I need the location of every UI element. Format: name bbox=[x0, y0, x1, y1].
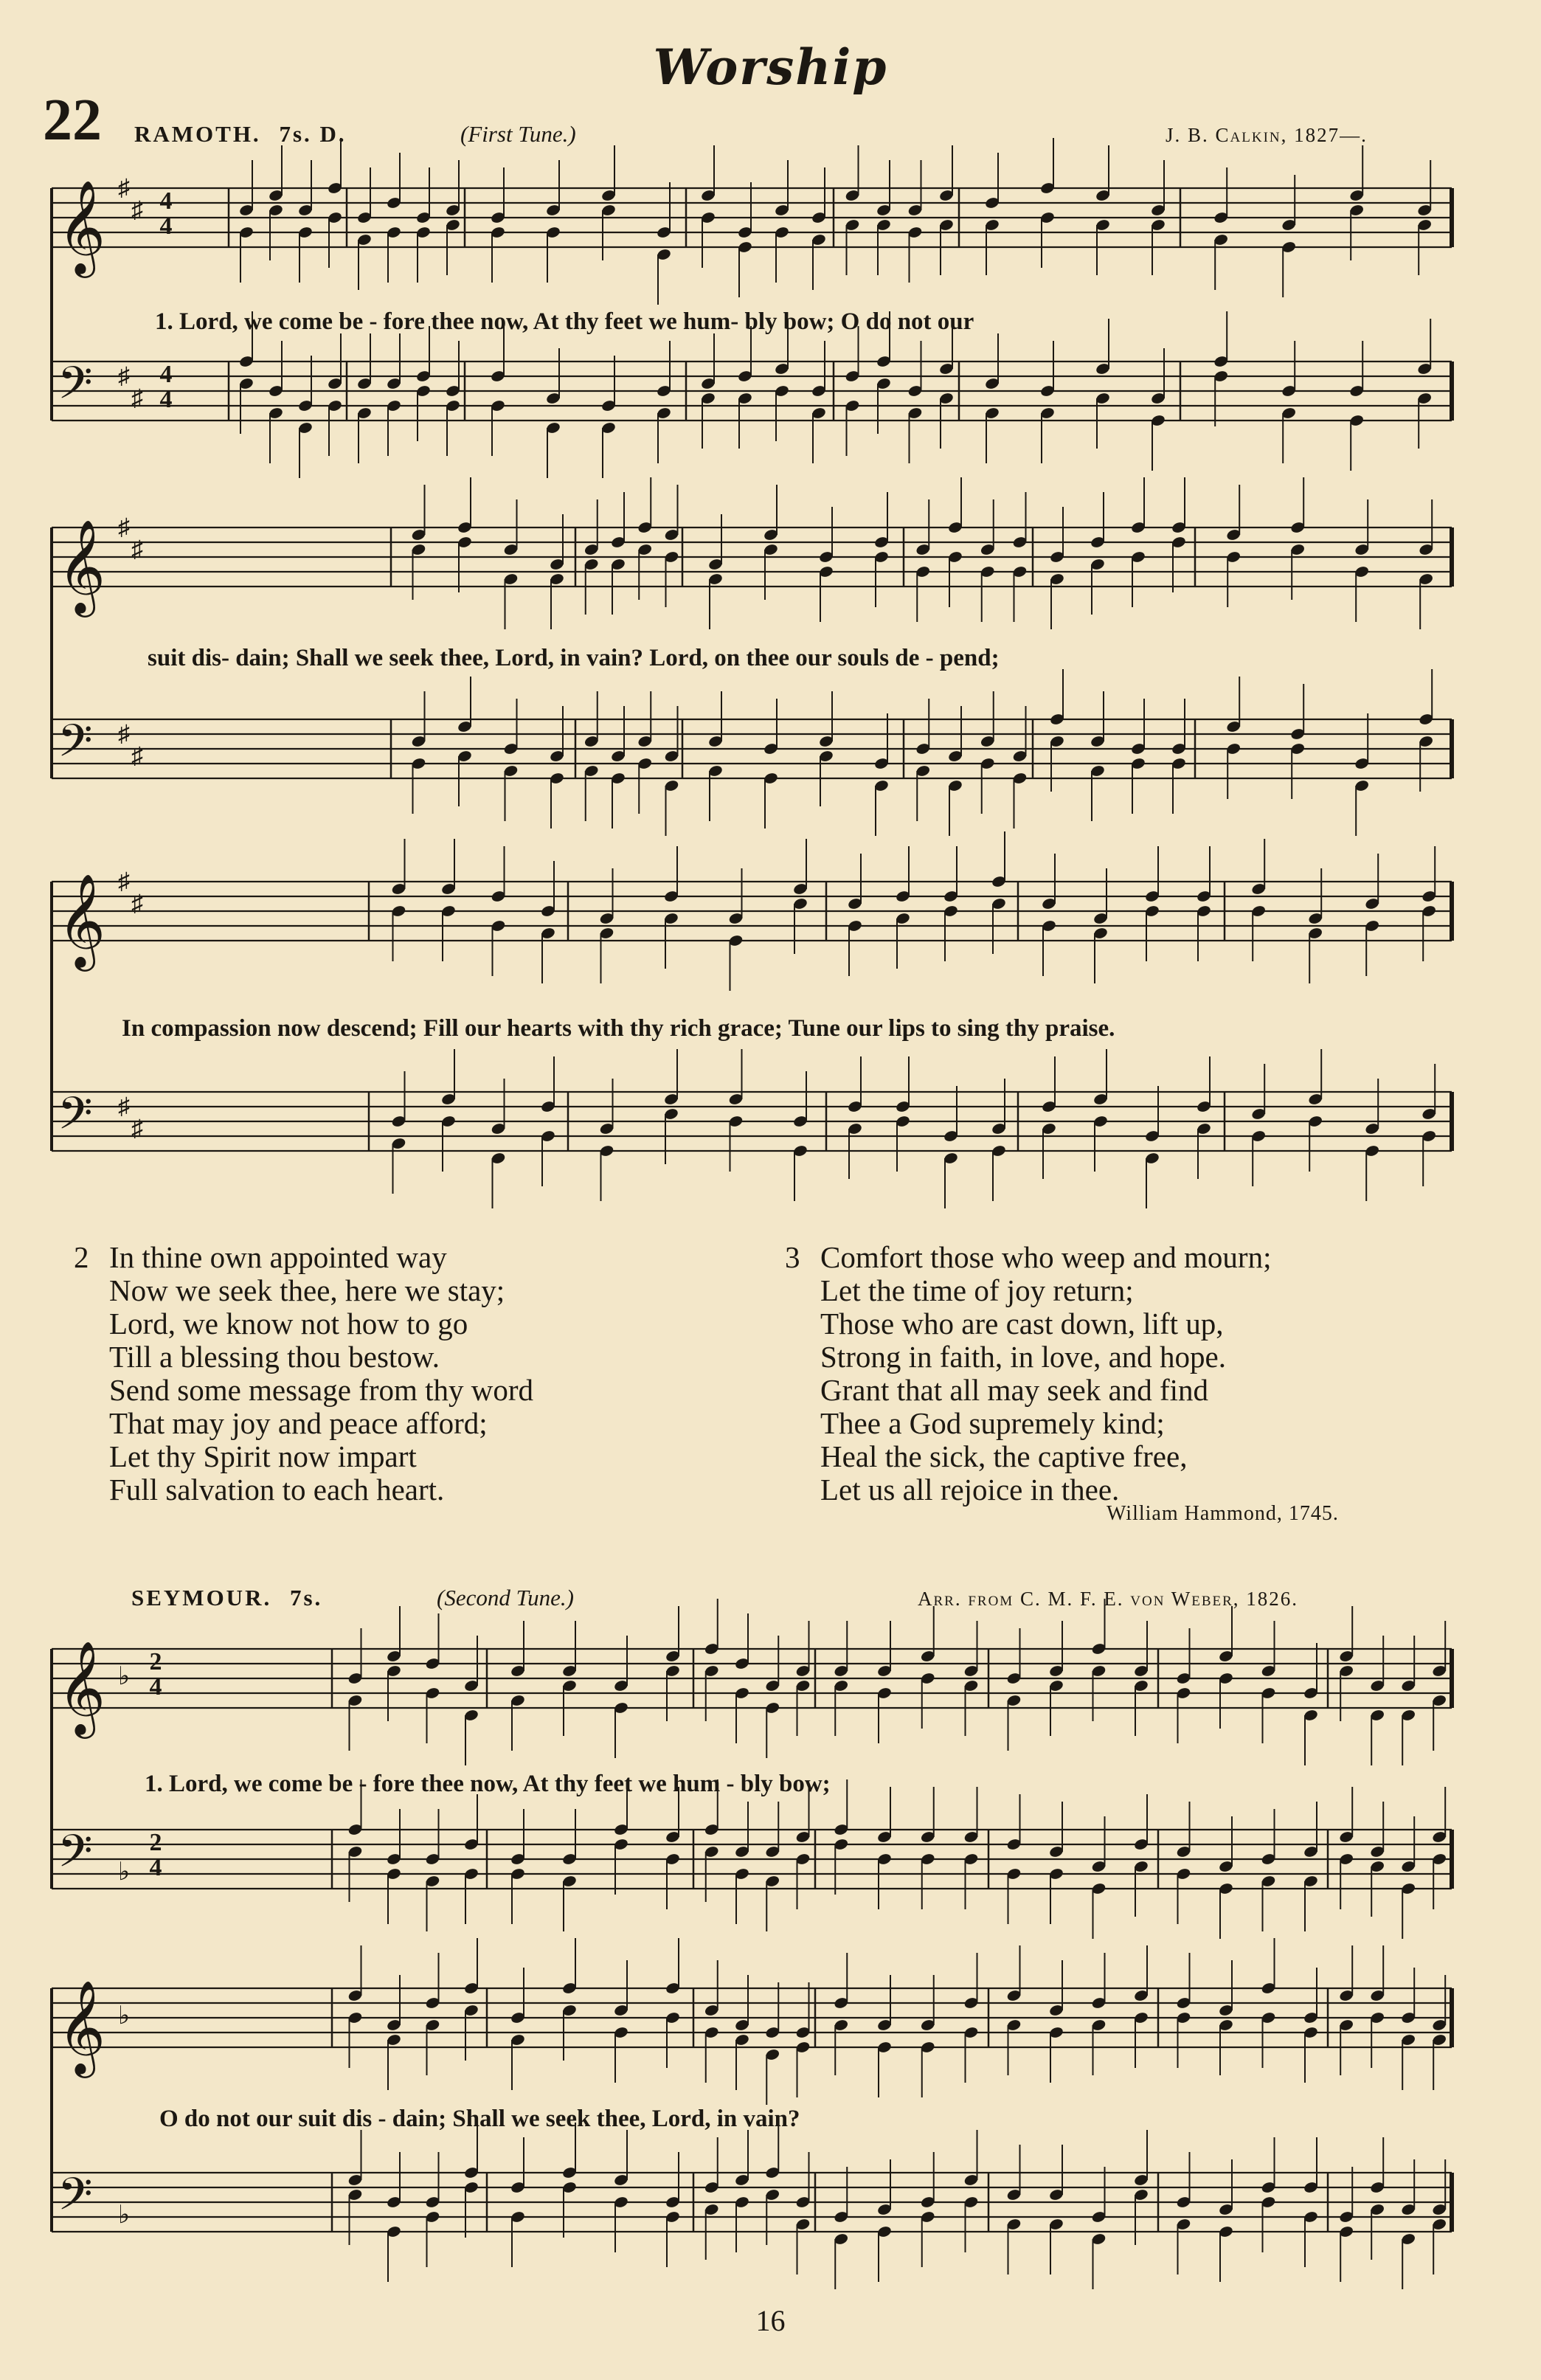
key-sharp-icon: ♯ bbox=[131, 384, 143, 411]
seymour-system-2 bbox=[0, 1970, 1541, 2309]
stanza-line: Grant that all may seek and find bbox=[820, 1373, 1208, 1407]
stanza-3 bbox=[785, 1241, 1493, 1521]
bass-clef-icon: 𝄢 bbox=[58, 357, 93, 421]
treble-clef-icon: 𝄞 bbox=[58, 1979, 106, 2074]
composer-credit: J. B. Calkin, 1827—. bbox=[1166, 124, 1368, 146]
second-composer-credit: Arr. from C. M. F. E. von Weber, 1826. bbox=[918, 1588, 1299, 1610]
lyrics-line-5: O do not our suit dis - dain; Shall we seek thee, Lord, in vain? bbox=[159, 2106, 800, 2132]
section-title: Worship bbox=[653, 38, 888, 96]
stanza-line: Let the time of joy return; bbox=[820, 1273, 1134, 1307]
tune-name bbox=[134, 121, 347, 148]
lyrics-line-4: 1. Lord, we come be - fore thee now, At thy feet we hum - bly bow; bbox=[145, 1771, 831, 1797]
stanza-line: That may joy and peace afford; bbox=[109, 1406, 488, 1440]
second-tune-note: (Second Tune.) bbox=[437, 1585, 574, 1611]
key-sharp-icon: ♯ bbox=[131, 536, 143, 562]
key-sharp-icon: ♯ bbox=[131, 890, 143, 916]
stanza-number: 2 bbox=[74, 1240, 89, 1274]
stanza-line: Till a blessing thou bestow. bbox=[109, 1340, 440, 1374]
stanza-number: 3 bbox=[785, 1240, 800, 1274]
stanza-line: Heal the sick, the captive free, bbox=[820, 1439, 1188, 1473]
stanza-line: Strong in faith, in love, and hope. bbox=[820, 1340, 1226, 1374]
bass-staff bbox=[52, 1779, 1452, 1939]
stanza-line: Let us all rejoice in thee. bbox=[820, 1473, 1120, 1506]
key-sharp-icon: ♯ bbox=[131, 742, 143, 769]
ramoth-system-2 bbox=[0, 509, 1541, 848]
bass-staff bbox=[52, 1049, 1452, 1208]
time-signature: 2 4 bbox=[149, 1648, 162, 1701]
bass-staff bbox=[52, 311, 1452, 478]
time-signature: 2 4 bbox=[149, 1829, 162, 1881]
treble-staff bbox=[52, 1599, 1452, 1765]
key-flat-icon: ♭ bbox=[118, 1663, 131, 1690]
ramoth-system-1 bbox=[0, 170, 1541, 509]
key-sharp-icon: ♯ bbox=[131, 1115, 143, 1141]
hymn-number: 22 bbox=[43, 88, 102, 153]
key-sharp-icon: ♯ bbox=[118, 1093, 130, 1119]
time-signature: 4 4 bbox=[159, 361, 173, 413]
key-flat-icon: ♭ bbox=[118, 1858, 131, 1886]
treble-clef-icon: 𝄞 bbox=[58, 179, 106, 274]
stanza-body bbox=[820, 1241, 1271, 1506]
tune-meter: 7s. D. bbox=[279, 121, 347, 147]
second-tune-name bbox=[131, 1585, 322, 1611]
key-flat-icon: ♭ bbox=[118, 2201, 131, 2229]
stanza-line: Those who are cast down, lift up, bbox=[820, 1307, 1224, 1341]
stanza-line: Let thy Spirit now impart bbox=[109, 1439, 417, 1473]
tune-name-label: SEYMOUR. bbox=[131, 1585, 272, 1611]
seymour-system-1 bbox=[0, 1630, 1541, 1970]
bass-staff bbox=[52, 669, 1452, 836]
lyrics-line-2: suit dis- dain; Shall we seek thee, Lord, in vain? Lord, on thee our souls de - pend; bbox=[148, 645, 1000, 671]
stanza-line: Full salvation to each heart. bbox=[109, 1473, 445, 1506]
stanza-body bbox=[109, 1241, 533, 1506]
stanza-line: Comfort those who weep and mourn; bbox=[820, 1240, 1272, 1274]
time-signature: 4 4 bbox=[159, 187, 173, 240]
key-sharp-icon: ♯ bbox=[118, 513, 130, 540]
key-sharp-icon: ♯ bbox=[118, 868, 130, 894]
hymn-author: William Hammond, 1745. bbox=[1107, 1502, 1339, 1525]
stanza-line: Send some message from thy word bbox=[109, 1373, 534, 1407]
treble-clef-icon: 𝄞 bbox=[58, 1640, 106, 1734]
lyrics-line-1: 1. Lord, we come be - fore thee now, At thy feet we hum- bly bow; O do not our bbox=[155, 308, 974, 335]
key-sharp-icon: ♯ bbox=[118, 174, 130, 201]
key-sharp-icon: ♯ bbox=[118, 720, 130, 747]
treble-clef-icon: 𝄞 bbox=[58, 873, 106, 967]
key-flat-icon: ♭ bbox=[118, 2002, 131, 2030]
bass-clef-icon: 𝄢 bbox=[58, 1087, 93, 1151]
page-number: 16 bbox=[755, 2304, 786, 2337]
stanza-2 bbox=[74, 1241, 738, 1521]
lyrics-line-3: In compassion now descend; Fill our hearts with thy rich grace; Tune our lips to sing thy praise. bbox=[122, 1015, 1115, 1042]
treble-staff bbox=[52, 831, 1452, 991]
bass-clef-icon: 𝄢 bbox=[58, 715, 93, 778]
tune-note: (First Tune.) bbox=[460, 121, 576, 147]
tune-name-label: RAMOTH. bbox=[134, 121, 261, 147]
treble-staff bbox=[52, 138, 1452, 305]
stanza-line: Now we seek thee, here we stay; bbox=[109, 1273, 505, 1307]
stanza-line: In thine own appointed way bbox=[109, 1240, 447, 1274]
bass-clef-icon: 𝄢 bbox=[58, 1825, 93, 1889]
stanza-line: Thee a God supremely kind; bbox=[820, 1406, 1165, 1440]
tune-meter: 7s. bbox=[289, 1585, 323, 1611]
bass-staff bbox=[52, 2123, 1452, 2289]
key-sharp-icon: ♯ bbox=[118, 362, 130, 389]
bass-clef-icon: 𝄢 bbox=[58, 2168, 93, 2232]
treble-clef-icon: 𝄞 bbox=[58, 519, 106, 613]
stanza-line: Lord, we know not how to go bbox=[109, 1307, 468, 1341]
key-sharp-icon: ♯ bbox=[131, 196, 143, 223]
